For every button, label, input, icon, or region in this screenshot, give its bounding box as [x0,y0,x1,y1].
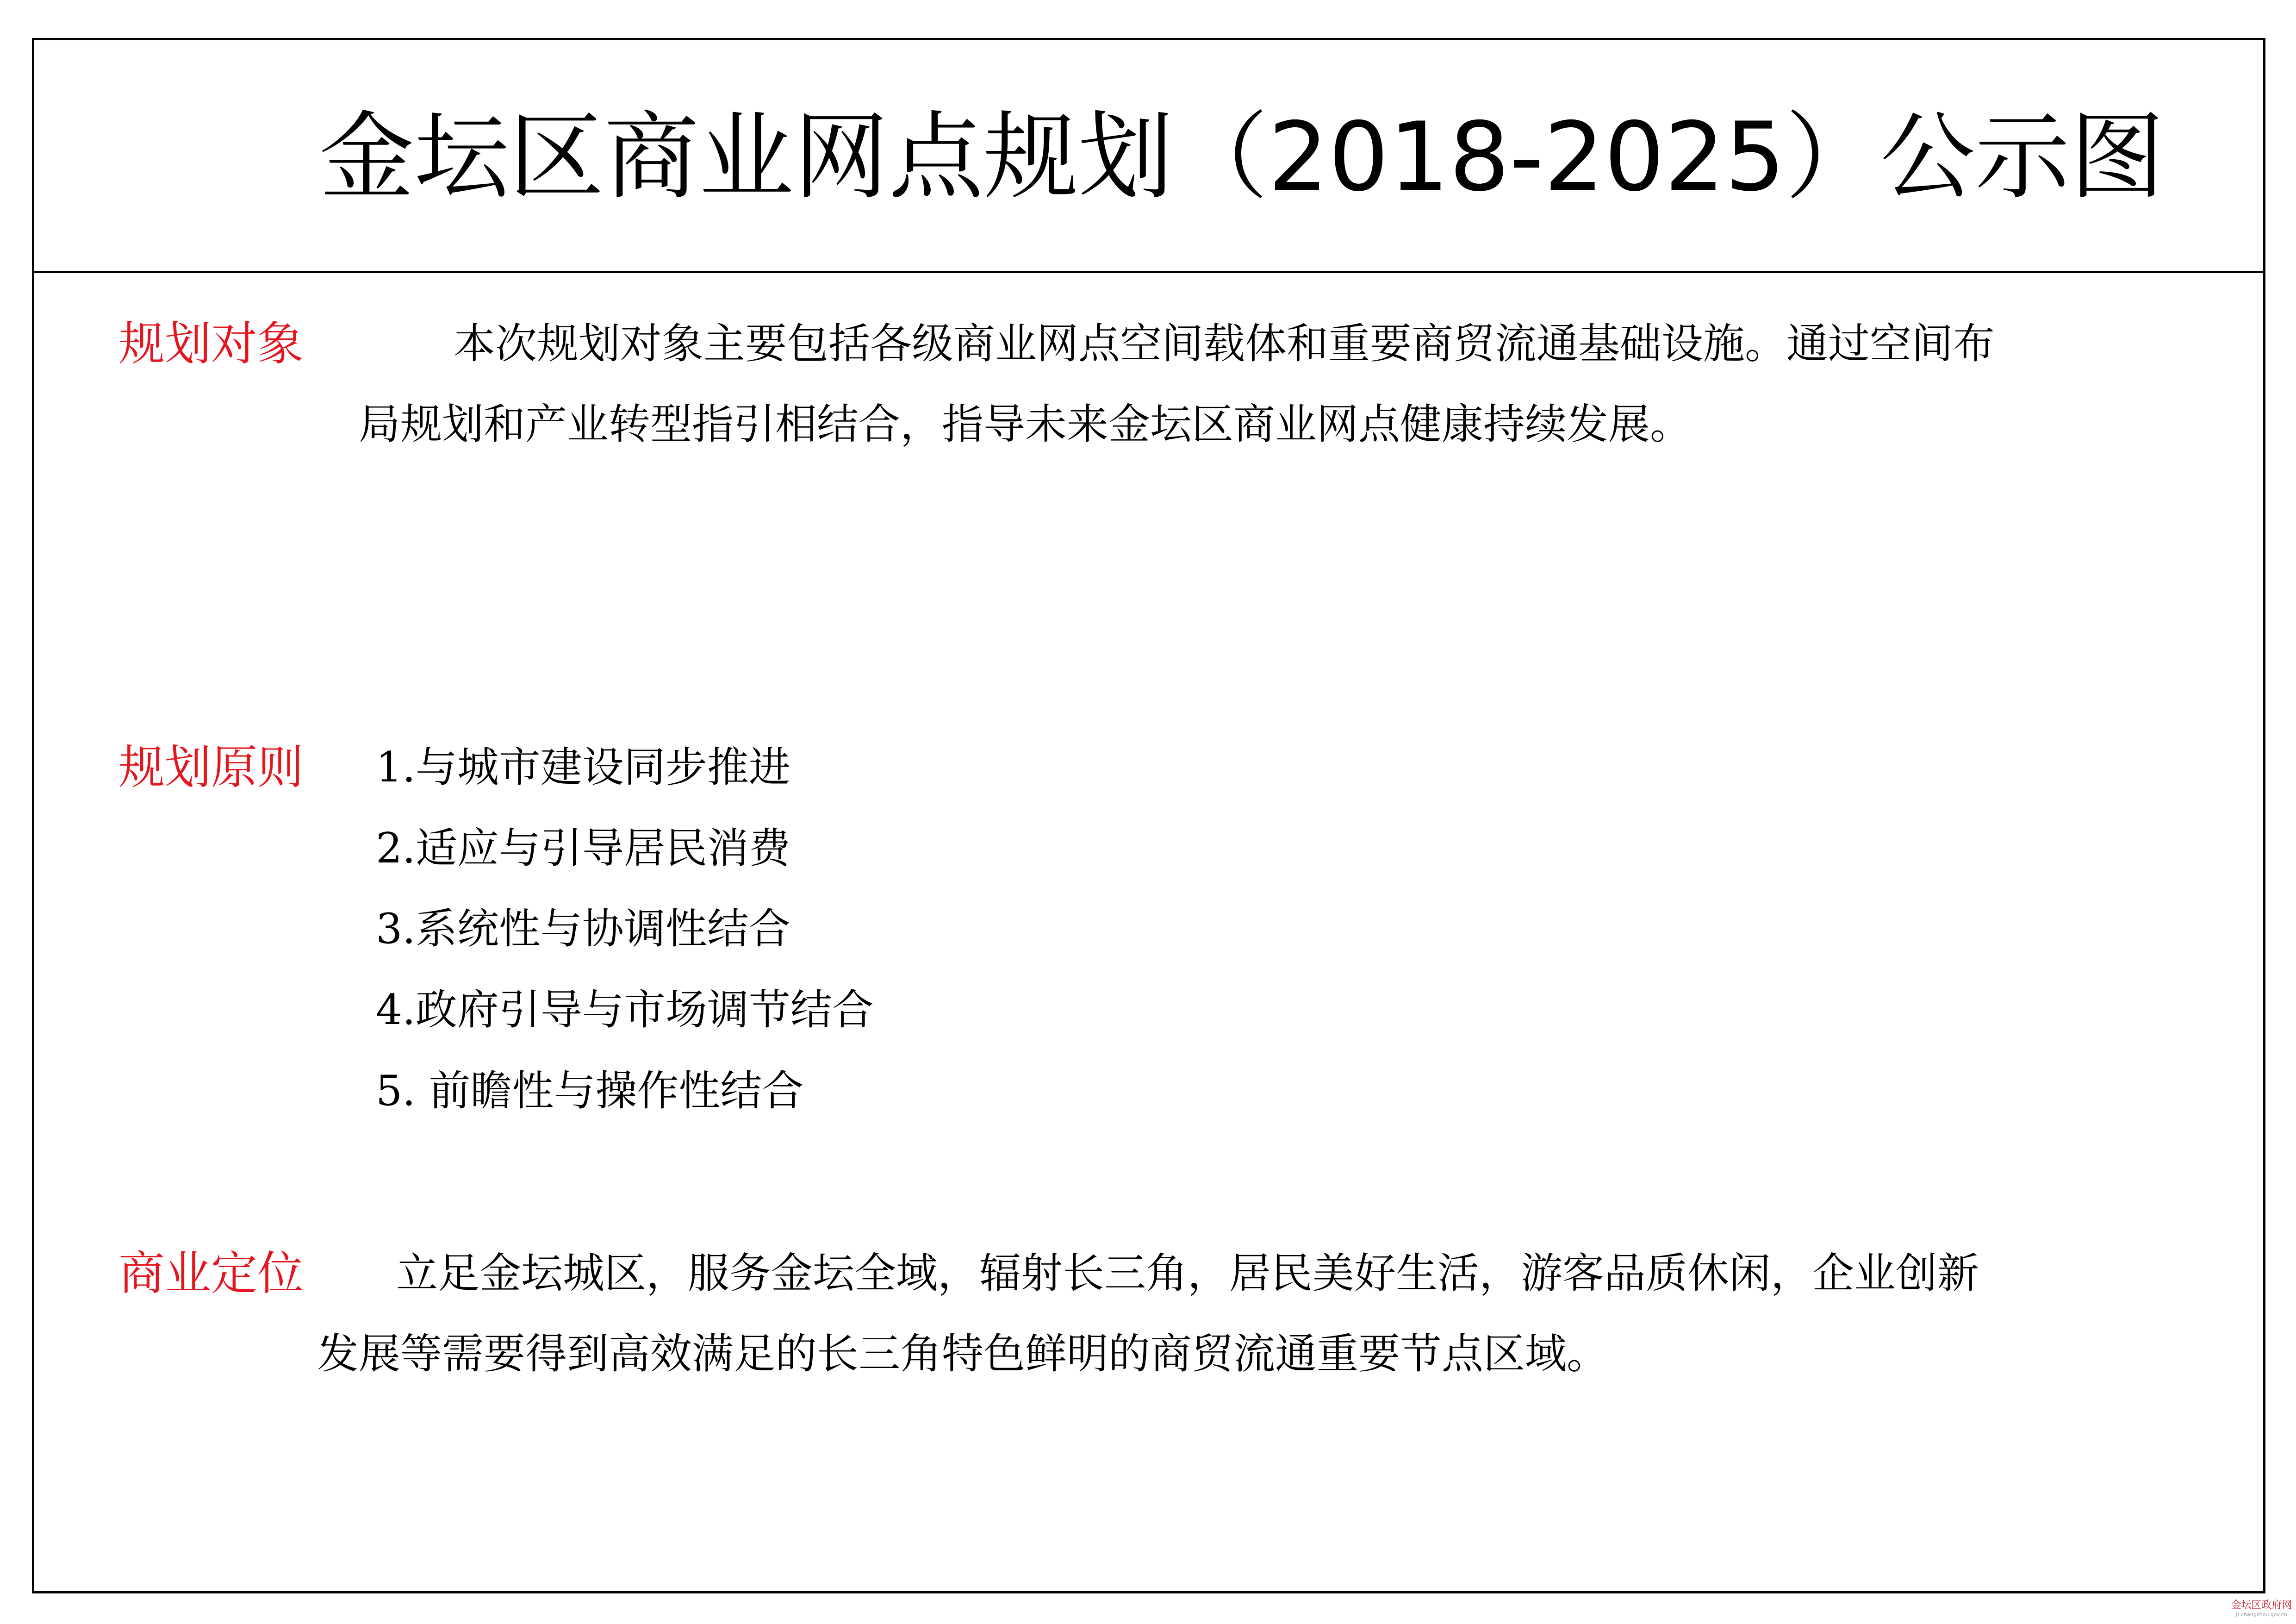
principle-item-1: 1.与城市建设同步推进 [376,743,790,792]
principle-item-2: 2.适应与引导居民消费 [376,824,790,873]
page-title: 金坛区商业网点规划（2018-2025）公示图 [319,102,2165,212]
section-heading-positioning: 商业定位 [118,1246,304,1300]
section-heading-object: 规划对象 [118,317,304,371]
positioning-paragraph-line-2: 发展等需要得到高效满足的长三角特色鲜明的商贸流通重要节点区域。 [317,1330,1608,1378]
section-heading-principles: 规划原则 [118,740,304,794]
principle-item-5: 5. 前瞻性与操作性结合 [376,1067,804,1115]
watermark-text: 金坛区政府网 [2231,1599,2292,1611]
positioning-paragraph-line-1: 立足金坛城区，服务金坛全域，辐射长三角，居民美好生活，游客品质休闲，企业创新 [396,1249,1979,1298]
object-paragraph-line-1: 本次规划对象主要包括各级商业网点空间载体和重要商贸流通基础设施。通过空间布 [454,319,1995,368]
watermark-url: jt.changzhou.gov.cn [2236,1612,2287,1618]
principle-item-4: 4.政府引导与市场调节结合 [376,986,874,1034]
principle-item-3: 3.系统性与协调性结合 [376,905,790,953]
object-paragraph-line-2: 局规划和产业转型指引相结合，指导未来金坛区商业网点健康持续发展。 [359,400,1692,449]
site-watermark [2227,1593,2296,1624]
title-divider [32,271,2265,273]
